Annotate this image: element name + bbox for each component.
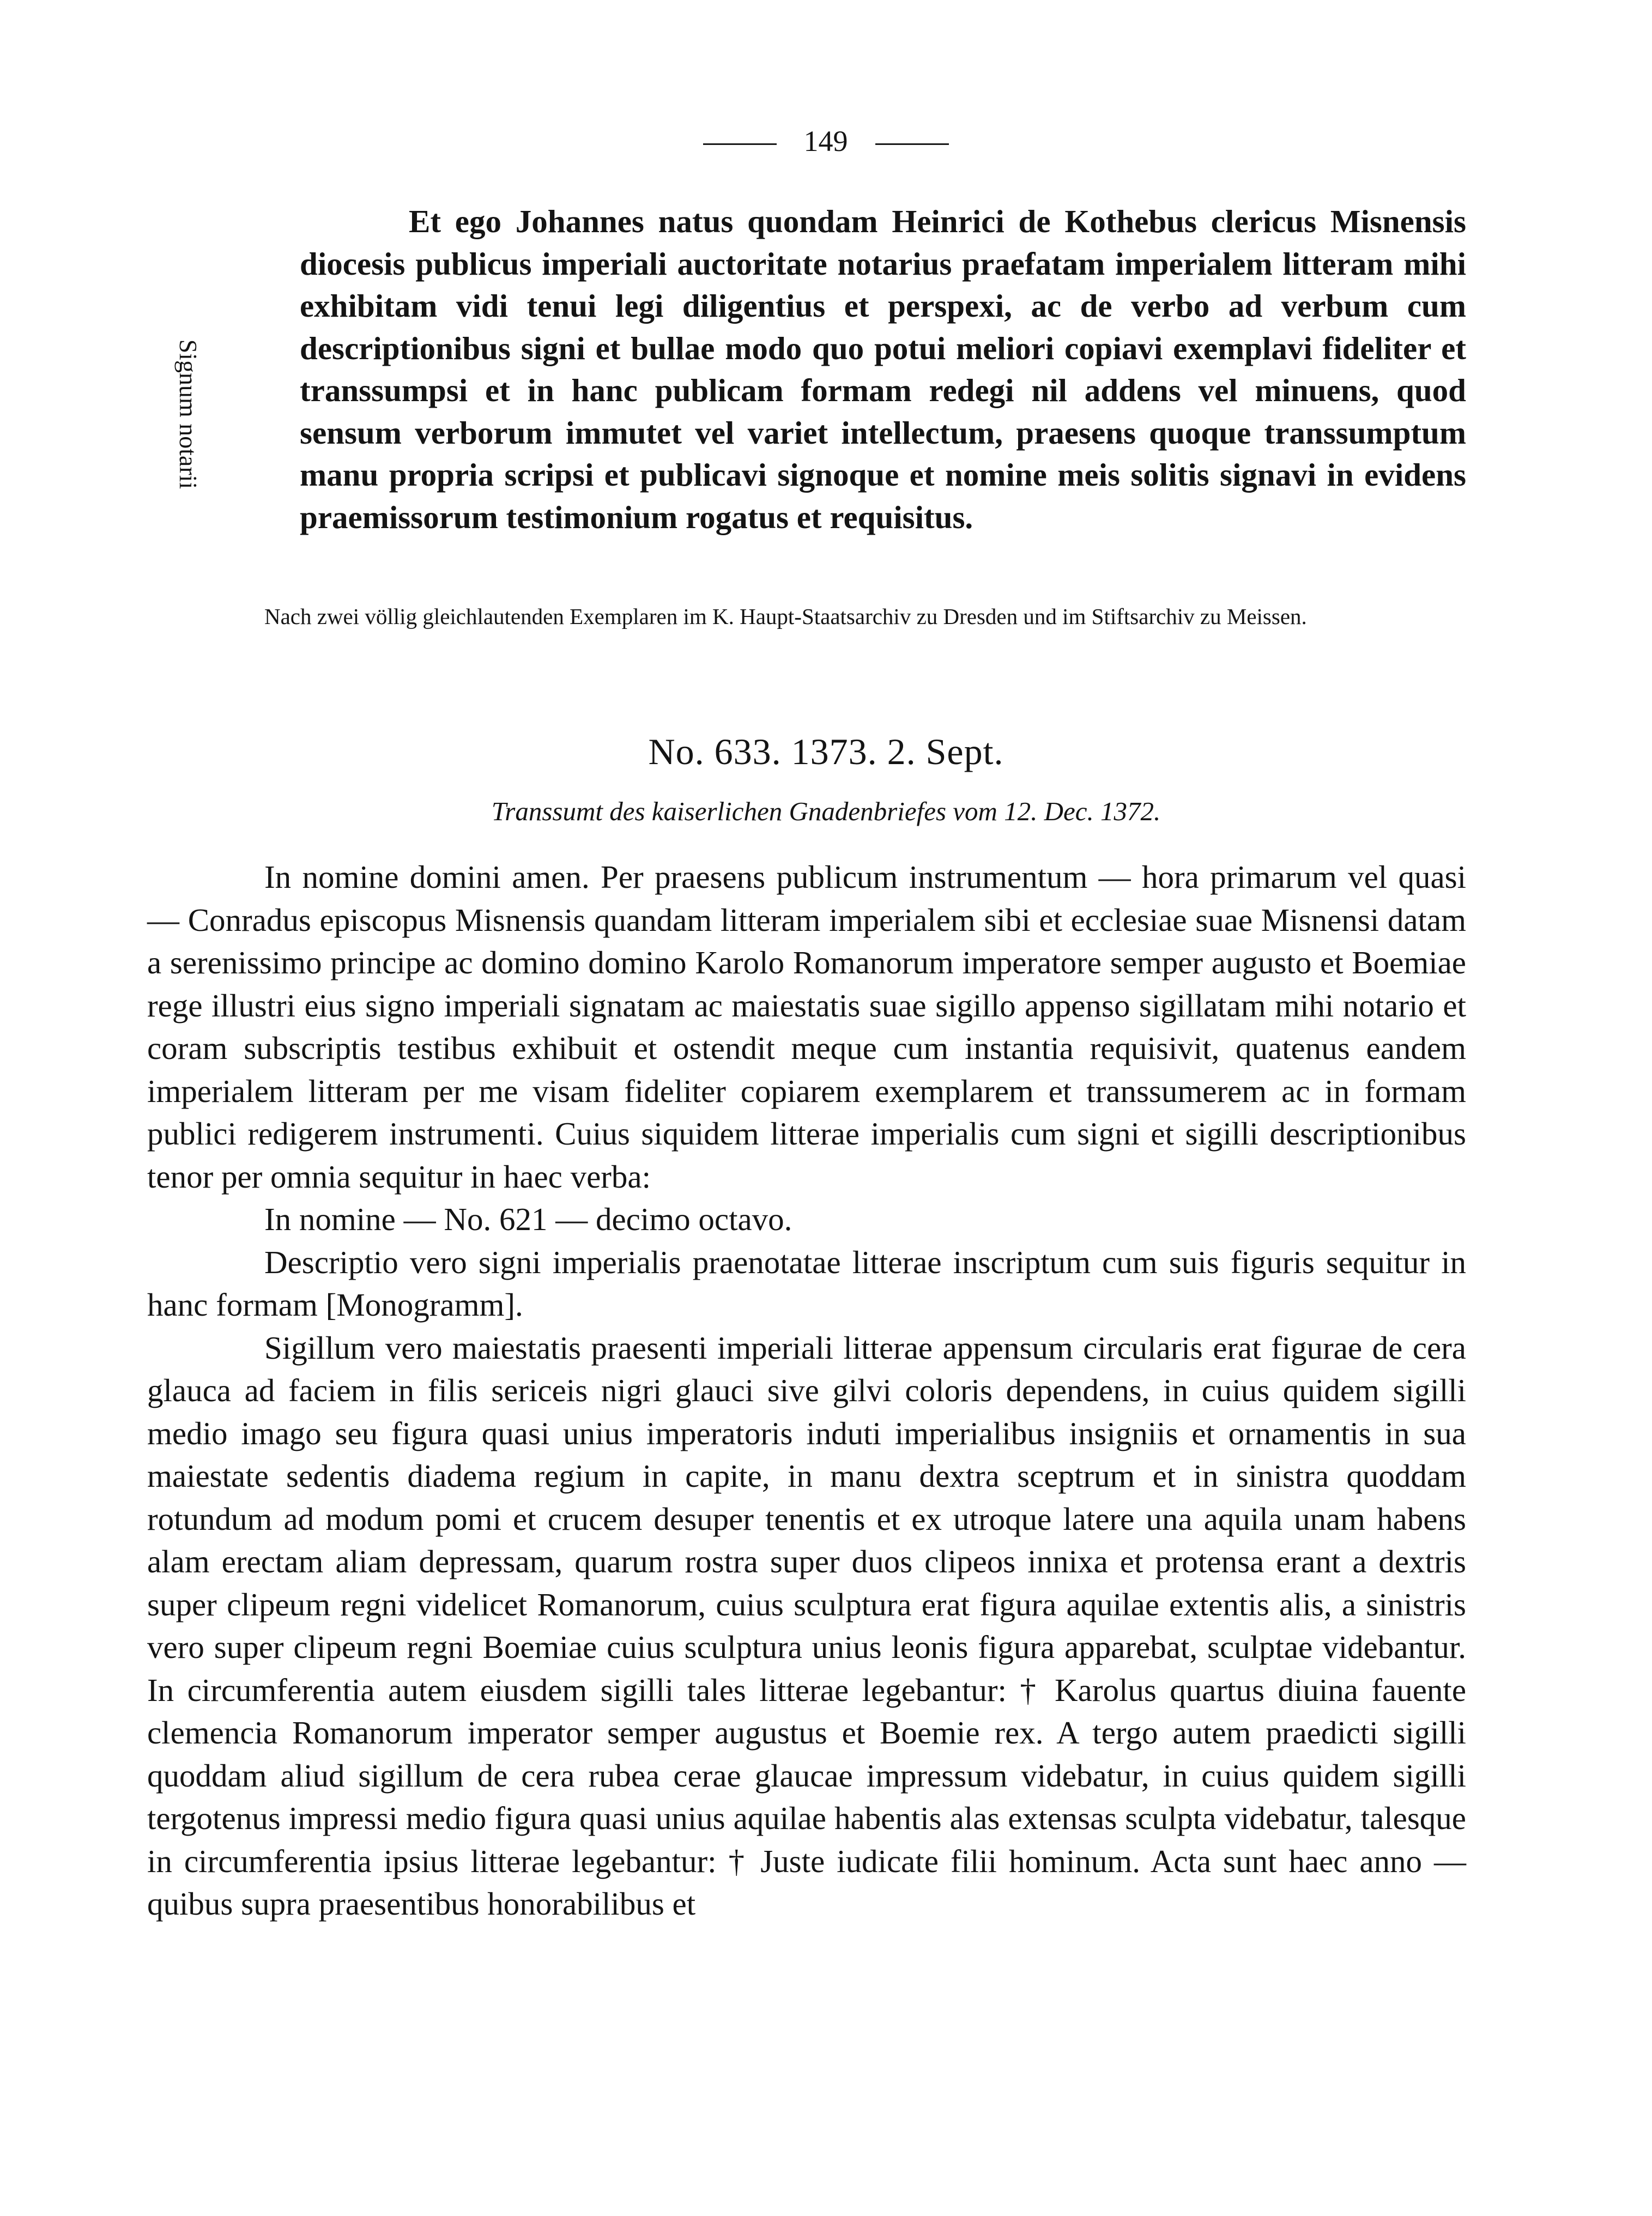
margin-note-signum-notarii: Signum notarii bbox=[174, 339, 202, 489]
body-paragraph-2: In nomine — No. 621 — decimo octavo. bbox=[264, 1201, 792, 1237]
source-note-text: Nach zwei völlig gleichlautenden Exemplaren im K. Haupt-Staatsarchiv zu Dresden und im Stiftsarchiv zu Meissen. bbox=[264, 604, 1307, 629]
document-subtitle: Transsumt des kaiserlichen Gnadenbriefes vom 12. Dec. 1372. bbox=[491, 796, 1161, 826]
page-number bbox=[662, 124, 989, 158]
document-body bbox=[147, 856, 1466, 1926]
body-paragraph-1: In nomine domini amen. Per praesens publicum instrumentum — hora primarum vel quasi — Conradus episcopus Misnensis quandam litteram imperialem sibi et ecclesiae suae Misnensi datam a serenissimo principe ac domino domino Karolo Romanorum imperatore semper augusto et Boemiae rege illustri eius signo imperiali signatam ac maiestatis suae sigillo appenso sigillatam mihi notario et coram subscriptis testibus exhibuit et ostendit meque cum instantia requisivit, quatenus eandem imperialem litteram per me visam fideliter copiarem exemplarem et transsumerem ac in formam publici redigerem instrumenti. Cuius siquidem litterae imperialis cum signi et sigilli descriptionibus tenor per omnia sequitur in haec verba: bbox=[147, 859, 1466, 1195]
source-note bbox=[150, 603, 1466, 630]
body-paragraph-3: Descriptio vero signi imperialis praenotatae litterae inscriptum cum suis figuris sequitur in hanc formam [Monogramm]. bbox=[147, 1244, 1466, 1323]
body-paragraph-4: Sigillum vero maiestatis praesenti imperiali litterae appensum circularis erat figurae de cera glauca ad faciem in filis sericeis nigri glauci sive gilvi coloris dependens, in cuius quidem sigilli medio imago seu figura quasi unius imperatoris induti imperialibus insigniis et ornamentis in sua maiestate sedentis diadema regium in capite, in manu dextra sceptrum et in sinistra quoddam rotundum ad modum pomi et crucem desuper tenentis et ex utroque latere una aquila unam habens alam erectam aliam depressam, quarum rostra super duos clipeos innixa et protensa erant a dextris super clipeum regni videlicet Romanorum, cuius sculptura erat figura aquilae extentis alis, a sinistris vero super clipeum regni Boemiae cuius sculptura unius leonis figura apparebat, sculptae videbantur. In circumferentia autem eiusdem sigilli tales litterae legebantur: † Karolus quartus diuina fauente clemencia Romanorum imperator semper augustus et Boemie rex. A tergo autem praedicti sigilli quoddam aliud sigillum de cera rubea cerae glaucae impressum videbatur, in cuius quidem sigilli tergotenus impressi medio figura quasi unius aquilae habentis alas extensas sculpta videbatur, talesque in circumferentia ipsius litterae legebantur: † Juste iudicate filii hominum. Acta sunt haec anno — quibus supra praesentibus honorabilibus et bbox=[147, 1329, 1466, 1922]
notary-attestation bbox=[300, 201, 1466, 538]
page-number-text: 149 bbox=[803, 125, 848, 158]
notary-paragraph: Et ego Johannes natus quondam Heinrici de Kothebus clericus Misnensis diocesis publicus imperiali auctoritate notarius praefatam imperialem litteram mihi exhibitam vidi tenui legi diligentius et perspexi, ac de verbo ad verbum cum descriptionibus signi et bullae modo quo potui meliori copiavi exemplavi fideliter et transsumpsi et in hanc publicam formam redegi nil addens vel minuens, quod sensum verborum immutet vel variet intellectum, praesens quoque transsumptum manu propria scripsi et publicavi signoque et nomine meis solitis signavi in evidens praemissorum testimonium rogatus et requisitus. bbox=[300, 203, 1466, 535]
document-heading: No. 633. 1373. 2. Sept. bbox=[648, 731, 1004, 772]
left-dash bbox=[703, 143, 777, 145]
right-dash bbox=[875, 143, 949, 145]
